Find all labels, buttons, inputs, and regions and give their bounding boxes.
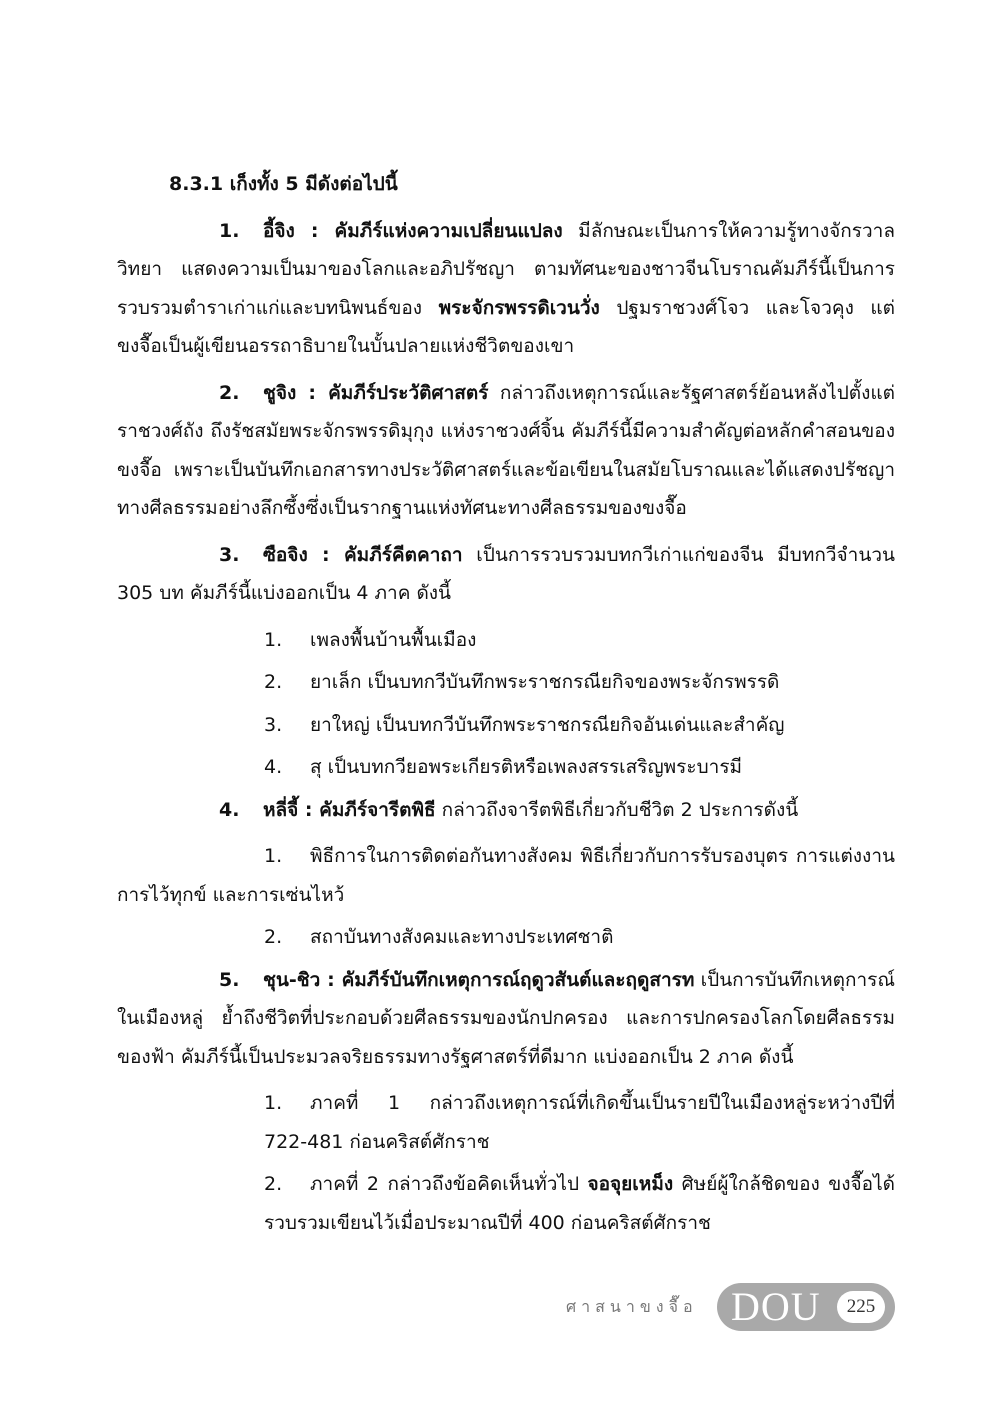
list-number: 2.	[264, 926, 283, 948]
list-number: 3.	[264, 713, 283, 736]
book-title: ศาสนาขงจื๊อ	[566, 1297, 698, 1316]
item-title: หลี่จี้ : คัมภีร์จารีตพิธี	[263, 798, 436, 821]
paragraph-2	[117, 374, 895, 528]
paragraph-1	[117, 212, 895, 366]
list-text: ภาคที่ 1 กล่าวถึงเหตุการณ์ที่เกิดขึ้นเป็นรายปีในเมืองหลู่ระหว่างปีที่ 722-481 ก่อนคริสต์ศักราช	[264, 1092, 895, 1153]
list-number: 2.	[264, 671, 283, 693]
item-number: 2.	[219, 381, 240, 404]
item-text: เป็นการบันทึกเหตุการณ์ในเมืองหลู่ ย้ำถึงชีวิตที่ประกอบด้วยศีลธรรมของนักปกครอง และการปกครองโลกโดยศีลธรรมของฟ้า คัมภีร์นี้เป็นประมวลจริยธรรมทางรัฐศาสตร์ที่ดีมาก แบ่งออกเป็น 2 ภาค ดังนี้	[117, 968, 895, 1068]
item-text: กล่าวถึงจารีตพิธีเกี่ยวกับชีวิต 2 ประการดังนี้	[435, 798, 799, 821]
paragraph-4	[117, 791, 895, 830]
page-number: 225	[837, 1291, 885, 1323]
list-text: เพลงพื้นบ้านพื้นเมือง	[310, 628, 477, 651]
item-number: 5.	[219, 968, 240, 991]
item-title: อี้จิง : คัมภีร์แห่งความเปลี่ยนแปลง	[263, 219, 563, 242]
item-text: เป็นการรวบรวมบทกวีเก่าแก่ของจีน มีบทกวีจำนวน 305 บท คัมภีร์นี้แบ่งออกเป็น 4 ภาค ดังนี้	[117, 543, 895, 604]
list-text: สถาบันทางสังคมและทางประเทศชาติ	[310, 926, 614, 948]
item-text: ปฐมราชวงศ์โจว และโจวคุง แต่ขงจื๊อเป็นผู้เขียนอรรถาธิบายในบั้นปลายแห่งชีวิตของเขา	[117, 296, 895, 357]
list-item	[117, 663, 895, 702]
item-number: 3.	[219, 543, 240, 566]
list-number: 1.	[264, 628, 283, 651]
item-text: มีลักษณะเป็นการให้ความรู้ทางจักรวาลวิทยา แสดงความเป็นมาของโลกและอภิปรัชญา ตามทัศนะของชาวจีนโบราณคัมภีร์นี้เป็นการรวบรวมตำราเก่าแก่และบทนิพนธ์ของ	[117, 219, 895, 319]
list-text: พิธีการในการติดต่อกันทางสังคม พิธีเกี่ยวกับการรับรองบุตร การแต่งงาน การไว้ทุกข์ และการเซ่นไหว้	[117, 845, 895, 906]
list-item	[117, 706, 895, 745]
page-body	[117, 165, 895, 1246]
page-footer	[560, 1283, 896, 1333]
emphasis: พระจักรพรรดิเวนวั่ง	[438, 296, 600, 319]
list-text: สุ เป็นบทกวียอพระเกียรติหรือเพลงสรรเสริญพระบารมี	[310, 756, 743, 778]
list-number: 1.	[264, 1092, 283, 1114]
list-text: ยาเล็ก เป็นบทกวีบันทึกพระราชกรณียกิจของพระจักรพรรดิ	[310, 671, 780, 693]
item-number: 4.	[219, 798, 240, 821]
section-heading: 8.3.1 เก็งทั้ง 5 มีดังต่อไปนี้	[169, 173, 398, 195]
item-number: 1.	[219, 219, 240, 242]
paragraph-3	[117, 536, 895, 613]
list-item	[117, 1084, 895, 1161]
list-item	[117, 918, 895, 957]
item-title: ชูจิง : คัมภีร์ประวัติศาสตร์	[263, 381, 489, 404]
paragraph-5	[117, 961, 895, 1077]
list-item	[117, 621, 895, 660]
list-item	[117, 1165, 895, 1242]
list-text: ภาคที่ 2 กล่าวถึงข้อคิดเห็นทั่วไป	[310, 1173, 588, 1195]
list-text: ศิษย์ผู้ใกล้ชิดของ ขงจื๊อได้รวบรวมเขียนไว้เมื่อประมาณปีที่ 400 ก่อนคริสต์ศักราช	[264, 1173, 895, 1234]
dou-badge	[717, 1283, 895, 1331]
list-number: 2.	[264, 1173, 283, 1195]
dou-logo: DOU	[731, 1284, 821, 1329]
list-number: 4.	[264, 756, 283, 778]
item-text: กล่าวถึงเหตุการณ์และรัฐศาสตร์ย้อนหลังไปตั้งแต่ราชวงศ์ถัง ถึงรัชสมัยพระจักรพรรดิมุกุง แห่งราชวงศ์จิ้น คัมภีร์นี้มีความสำคัญต่อหลักคำสอนของขงจื๊อ เพราะเป็นบันทึกเอกสารทางประวัติศาสตร์และข้อเขียนในสมัยโบราณและได้แสดงปรัชญาทางศีลธรรมอย่างลึกซึ้งซึ่งเป็นรากฐานแห่งทัศนะทางศีลธรรมของขงจื๊อ	[117, 381, 895, 519]
list-item	[117, 837, 895, 914]
list-text: ยาใหญ่ เป็นบทกวีบันทึกพระราชกรณียกิจอันเด่นและสำคัญ	[310, 713, 785, 736]
list-number: 1.	[264, 845, 283, 867]
emphasis: จอจุยเหม็ง	[587, 1173, 674, 1195]
item-title: ชุน-ชิว : คัมภีร์บันทึกเหตุการณ์ฤดูวสันต์และฤดูสารท	[263, 968, 695, 991]
item-title: ซือจิง : คัมภีร์คีตคาถา	[263, 543, 463, 566]
list-item	[117, 748, 895, 787]
